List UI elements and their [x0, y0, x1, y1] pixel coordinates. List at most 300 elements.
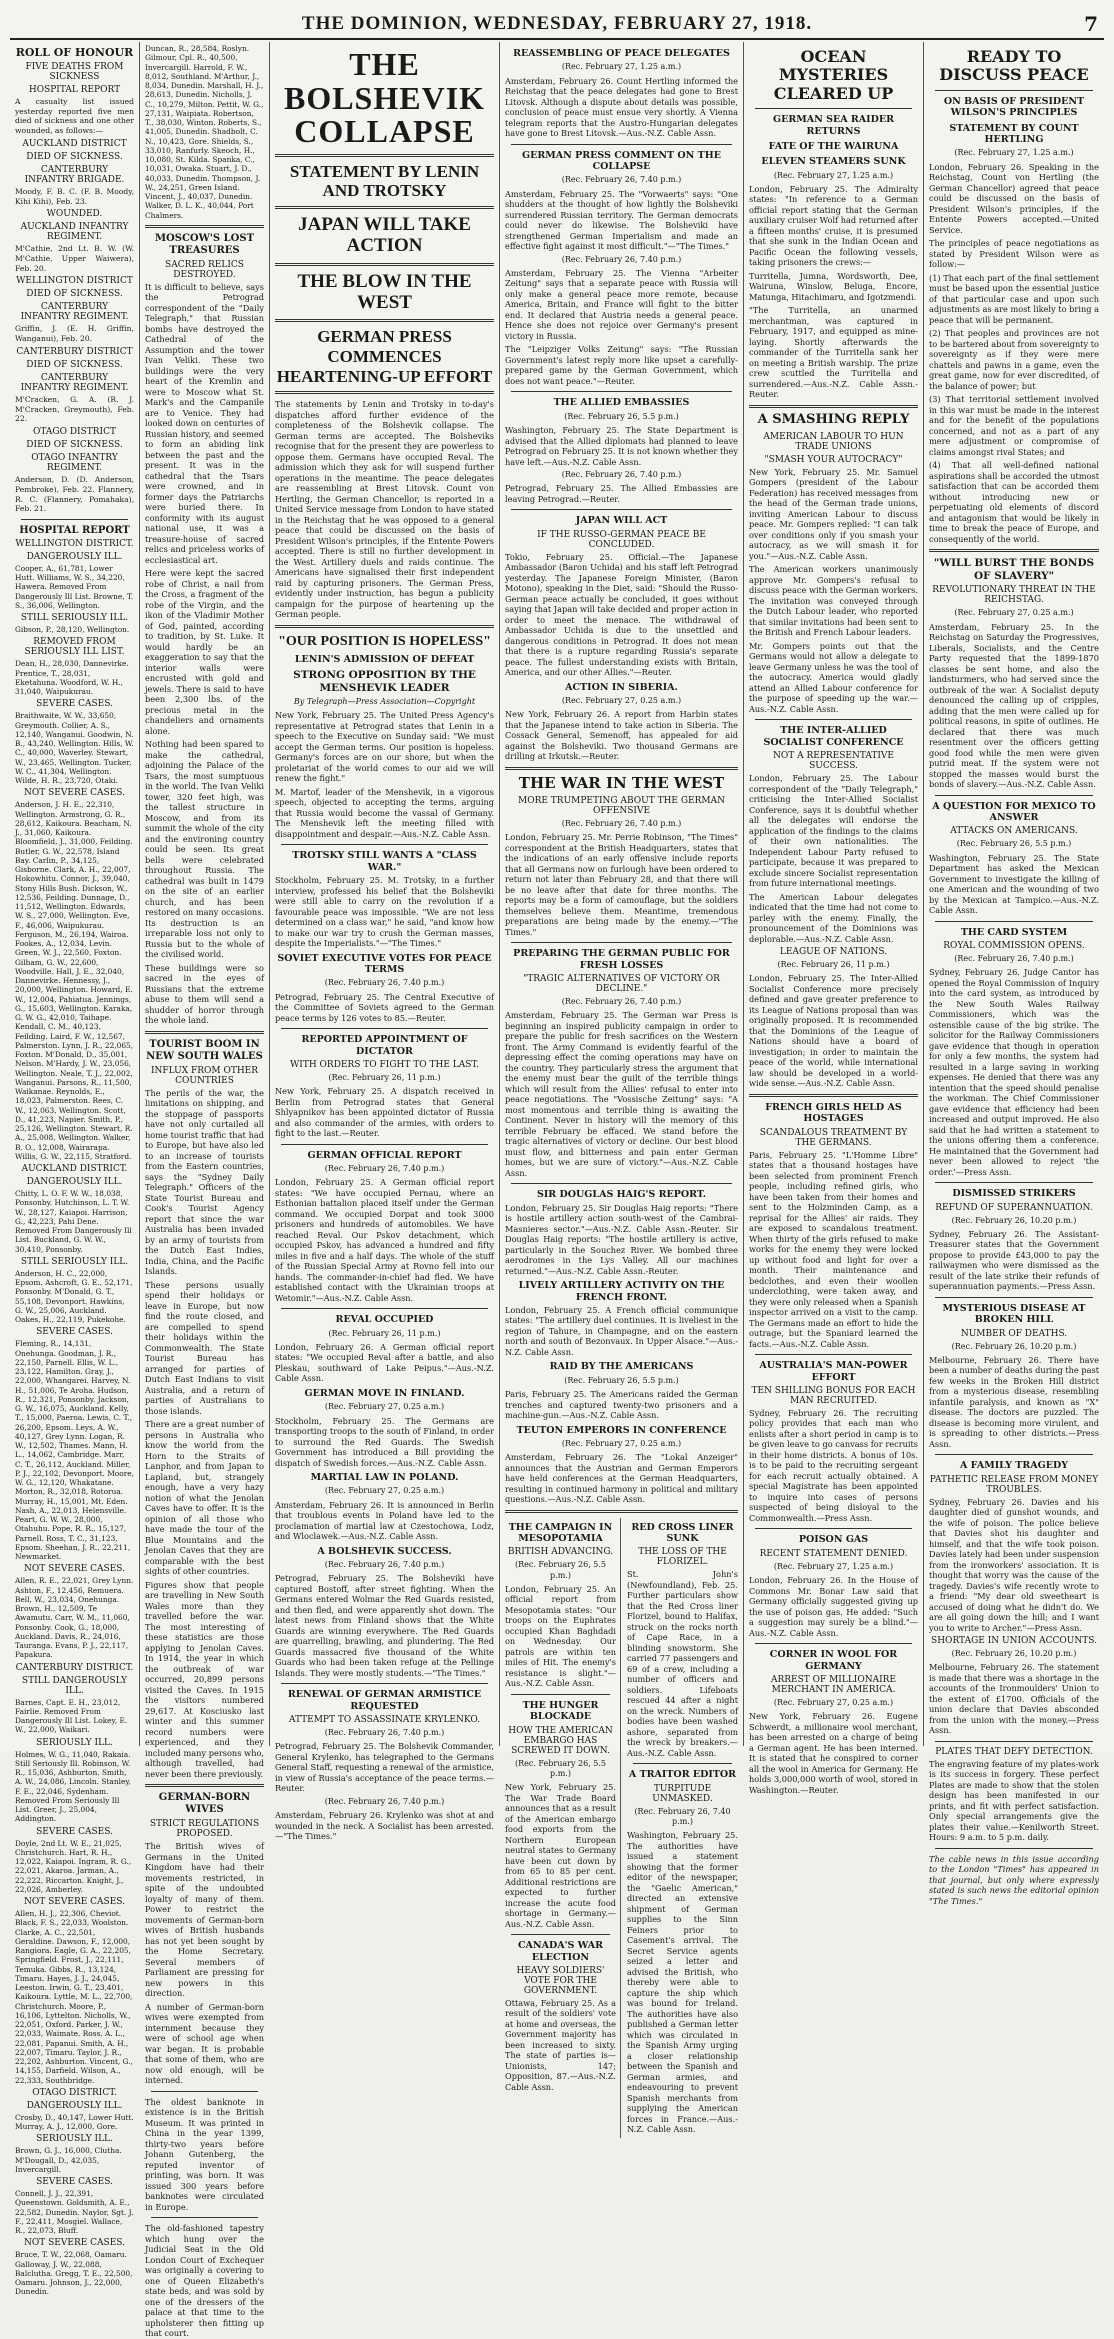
article-paragraph: New York, February 25. The War Trade Board announces that as a result of the American embargo food exports from the Northern European neutral states to Germany have been cut down by from 65 to 85 per cent. Additional restrictions are expected to further increase the acute food shortage in Germany.—Aus.-N.Z. Cable Assn. — [505, 1782, 616, 1929]
article-paragraph: London, February 25. The Inter-Allied Socialist Conference more precisely defined and gave greater preference to its League of Nations proposal than was originally proposed. It is recommended that the Dominions of the League of Nations should have a board of investigation; in order to maintain the peace of the world, while international law should be developed in a world-wide sense.—Aus.-N.Z. Cable Assn. — [749, 973, 918, 1089]
article-paragraph: Petrograd, February 25. The Bolshevik Commander, General Krylenko, has telegraphed to the Germans General Staff, requesting a renewal of the armistice, in view of Russia's acceptance of the peace terms.—Reuter. — [275, 1741, 494, 1794]
patient-list: Anderson, J. H. E., 22,310, Wellington. Armstrong, G. R., 28,612, Kaikoura. Beacham, N. J., 31,060, Kaikoura. Bloomfield, J., 31,000, Feilding. Butler, G. W., 22,578, Island Bay. Carlin, P., 34,125, Gisborne. Clark, A. H., 22,007, Hokowhitu. Connor, J., 39,040, Stony Hills Bush. Dickson, W., 12,536, Feilding. Dunnage, D., 11,512, Wellington. Edwards, W. S., 27,000, Wellington. Eve, F., 46,006, Waipukurau. Ferguson, M., 26,194, Wairoa. Fookes, A., 12,034, Levin. Green, W. J., 22,560, Foxton. Gilham, G. W., 22,600, Woodville. Hall, J. E., 32,040, Dannevirke. Hennessy, J., 20,000, Wellington. Howard, E. W., 12,004, Pahiatua. Jennings, G., 15,603, Wellington. Karaka, G. W. G., 42,010, Taihape. Kendall, C. M., 40,123, Feilding. Laird, F. W., 12,567, Palmerston. Lynn, J. R., 22,065, Foxton. M'Donald, D., 35,001, Nelson. M'Hardy, J. W., 23,056, Wellington. Neale, T. J., 22,002, Wanganui. Parsons, R., 11,500, Waikanae. Reynolds, E., 18,023, Palmerston. Rees, C. W., 12,063, Wellington. Scott, D., 41,223, Napier. Smith, P., 25,126, Wellington. Stewart, R. A., 25,008, Wellington. Walker, B. O., 12,008, Wairarapa. Willis, G. W., 22,115, Stratford. — [15, 800, 134, 1161]
divider — [281, 844, 488, 845]
article-paragraph: Sydney, February 26. Judge Cantor has opened the Royal Commission of Inquiry into the card system, as introduced by the New South Wales Railway Commissioners, which was the ostensible cause of the big strike. The solicitor for the Railway Commissioners gave evidence that though in operation for only a few months, the system had resulted in a large saving in working expenses. He denied that there was any intention that the speed should penalise the workman. The Chief Commissioner gave evidence that efficiency had been increased and output improved. He also said that he had written a statement to the unions offering them a conference. He maintained that the Government had never been allowed to reject 'the order.'—Press Assn. — [929, 967, 1099, 1177]
headline-german-press: GERMAN PRESS COMMENCES HEARTENING-UP EFFORT — [276, 327, 493, 386]
article-paragraph: London, February 25. An official report from Mesopotamia states: "Our troops on the Euphrates occupied Khan Baghdadi on Wednesday. Our patrols are within ten miles of Hit. The enemy's resistance is slight."—Aus.-N.Z. Cable Assn. — [505, 1583, 616, 1689]
roll-subtitle: FIVE DEATHS FROM SICKNESS — [25, 62, 124, 82]
divider — [275, 206, 494, 209]
article-subhead: TEN SHILLING BONUS FOR EACH MAN RECRUITED. — [751, 1385, 916, 1406]
received-line: (Rec. February 27, 0.25 a.m.) — [561, 696, 682, 706]
divider — [935, 1741, 1093, 1742]
article-subhead: STRONG OPPOSITION BY THE MENSHEVIK LEADER — [293, 668, 476, 694]
patient-list: Crosby, D., 40,147, Lower Hutt. Murray, A. J., 12,000, Gore. — [15, 2112, 134, 2132]
article-subhead: LENIN'S ADMISSION OF DEFEAT — [294, 653, 475, 665]
article-headline: GERMAN OFFICIAL REPORT — [307, 1149, 462, 1161]
article-paragraph: Amsterdam, February 26. It is announced in Berlin that troublous events in Poland have led to the proclamation of martial law at Czestochowa, Lodz, and Wloclawek.—Aus.-N.Z. Cable Assn. — [275, 1499, 494, 1542]
hospital-report-title: HOSPITAL REPORT — [19, 524, 130, 536]
headline-statement: STATEMENT BY LENIN AND TROTSKY — [289, 161, 480, 201]
article-headline: FRENCH GIRLS HELD AS HOSTAGES — [765, 1101, 902, 1125]
article-headline: RENEWAL OF GERMAN ARMISTICE REQUESTED — [287, 1689, 482, 1712]
article-subhead: SCANDALOUS TREATMENT BY THE GERMANS. — [759, 1127, 908, 1148]
received-line: (Rec. February 26, 7.40 p.m.) — [561, 997, 682, 1007]
article-subhead: STRICT REGULATIONS PROPOSED. — [149, 1819, 260, 1840]
received-line: (Rec. February 27, 1.25 a.m.) — [773, 1561, 894, 1571]
received-line: (Rec. February 26, 7.40 p.m.) — [324, 1560, 445, 1570]
divider — [935, 921, 1093, 922]
casualty-entry: Anderson, D. (D. Anderson, Pembroke), Feb. 22. Flannery, R. C. (Flannery, Pomahaka), Feb. 21. — [15, 475, 134, 514]
article-headline: A QUESTION FOR MEXICO TO ANSWER — [932, 800, 1096, 823]
received-line: (Rec. February 26, 11 p.m.) — [777, 960, 890, 970]
article-paragraph: (3) That territorial settlement involved in this war must be made in the interest and for the benefit of the populations concerned, and not as a part of any mere adjustment or compromise of claims amongst rival States; and — [929, 394, 1099, 457]
article-headline: A FAMILY TRAGEDY — [959, 1460, 1069, 1472]
article-headline: PREPARING THE GERMAN PUBLIC FOR FRESH LOSSES — [513, 948, 730, 971]
section-heading: DIED OF SICKNESS. — [26, 440, 123, 451]
article-headline: GERMAN PRESS COMMENT ON THE COLLAPSE — [522, 149, 721, 173]
regiment-heading: CANTERBURY INFANTRY REGIMENT. — [20, 302, 129, 323]
section-heading: DIED OF SICKNESS. — [26, 359, 123, 370]
received-line: (Rec. February 26, 5.5 p.m.) — [956, 839, 1072, 849]
article-paragraph: Mr. Gompers points out that the Germans would not allow a delegate to leave Germany unless he was the tool of the autocracy. America would gladly attend an Allied Labour conference for the purpose of speeding up the war.—Aus.-N.Z. Cable Assn. — [749, 640, 918, 714]
article-headline: "WILL BURST THE BONDS OF SLAVERY" — [933, 557, 1095, 582]
divider — [511, 1934, 610, 1935]
article-paragraph: Washington, February 25. The authorities have issued a statement showing that the former editor of the newspaper, the "Gaelic American," directed an extensive shipment of German supplies to the Sinn Feiners prior to Casement's arrival. The Secret Service agents seized a letter and advised the British, who thereby were able to capture the ship which was bound for Ireland. The authorities have also published a German letter which was circulated in the Spanish Army urging a closer relationship between the Spanish and German armies, and endeavouring to prevent Spanish merchants from supplying the American forces in France.—Aus.-N.Z. Cable Assn. — [627, 1830, 738, 2135]
main-headline: THE BOLSHEVIK COLLAPSE — [283, 46, 486, 150]
article-paragraph: Amsterdam, February 25. In the Reichstag on Saturday the Progressives, Liberals, Socialists, and the Centre Party requested that the 1899-1870 classes be sent home, and also the landsturmers, who had served since the outbreak of the war. A Socialist deputy denounced the calling up of cripples, adding that the men were called up for political reasons, in spite of outlines. He declared that there was much resentment over the officers getting good food while the men were given putrid meat. If the system were not stopped the masses would burst the bonds of slavery.—Aus.-N.Z. Cable Assn. — [929, 621, 1099, 789]
article-paragraph: The British wives of Germans in the United Kingdom have had their movements restricted, in spite of the undoubted loyalty of many of them. Power to restrict the movements of German-born wives of British husbands has not yet been sought by the Home Secretary. Several members of Parliament are pressing for new powers in this direction. — [145, 1841, 264, 1999]
roll-intro: A casualty list issued yesterday reported five men died of sickness and one other wounded, as follows:— — [15, 97, 134, 136]
page-number: 7 — [1084, 12, 1098, 36]
patient-list: Cooper, A., 61,781, Lower Hutt. Williams, W. S., 34,220, Hawera. Removed From Dangerously Ill List. Browne, T. S., 36,006, Wellington. — [15, 563, 134, 610]
article-paragraph: It is difficult to believe, says the Petrograd correspondent of the "Daily Telegraph," that Russian bombs have destroyed the Cathedral of the Assumption and the tower Ivan Veliki. These two buildings were the very heart of the Kremlin and were to Moscow what St. Mark's and the Campanile are to Venice. They had looked down on centuries of Russian history, and seemed to form an abiding link between the past and the present. It was in the cathedral that the Tsars were crowned, and in former days the Patriarchs were buried there. In conformity with its august national use, it was a treasure-house of sacred relics and priceless works of ecclesiastical art. — [145, 281, 264, 565]
divider — [145, 1784, 264, 1787]
article-headline: ACTION IN SIBERIA. — [565, 681, 678, 693]
article-headline: READY TO DISCUSS PEACE — [939, 47, 1089, 85]
divider — [755, 1528, 912, 1529]
article-paragraph: (1) That each part of the final settlement must be based upon the essential justice of that particular case and upon such adjustments as are most likely to bring a peace that will be permanent. — [929, 272, 1099, 325]
patient-list: Braithwaite, W. W., 33,650, Greymouth. Collier, A. S., 12,140, Wanganui. Goodwin, N. B., 43,240, Wellington. Hills, W. C., 40,000, Waverley. Stewart, W., 23,465, Wellington. Tucker, W. C., 41,304, Wellington. Wilde, H. R., 23,720, Otaki. — [15, 711, 134, 786]
divider — [275, 625, 494, 628]
divider — [935, 90, 1093, 91]
received-line: (Rec. February 26, 7.40 p.m.) — [324, 1164, 445, 1174]
article-headline: TEUTON EMPERORS IN CONFERENCE — [516, 1424, 727, 1436]
article-paragraph: New York, February 26. Eugene Schwerdt, a millionaire wool merchant, has been arrested on a charge of being a German agent. He has been interned. It is stated that he conspired to corner all the wool in America for Germany. He holds 3,000,000 worth of wool, stored in Washington.—Reuter. — [749, 1711, 918, 1795]
article-paragraph: New York, February 26. A report from Harbin states that the Japanese intend to take action in Siberia. The Cossack General, Semenoff, has appealed for aid against the Bolsheviki. Two thousand Germans are drilling at Irkutsk.—Reuter. — [505, 709, 738, 762]
article-subhead: ON BASIS OF PRESIDENT WILSON'S PRINCIPLES — [943, 95, 1085, 119]
article-paragraph: Sydney, February 26. Davies and his daughter died of gunshot wounds, and the wife of poison. The police believe that Davies shot his daughter and himself, and that the wife took poison. Davies lately had been under suspension from the ironworkers' association. It is thought that worry was the cause of the tragedy. Davies's wife recently wrote to a friend: "My dear old sweetheart is accused of doing what he didn't do. We are all going down the hill; and I want you to write to Archer."—Press Assn. — [929, 1496, 1099, 1633]
received-line: (Rec. February 26, 5.5 p.m.) — [564, 1375, 679, 1385]
article-headline: A SMASHING REPLY — [757, 411, 910, 427]
received-line: (Rec. February 27, 0.25 a.m.) — [324, 1486, 445, 1496]
article-subhead: "SMASH YOUR AUTOCRACY" — [764, 454, 903, 465]
masthead — [10, 10, 1104, 40]
status-heading: STILL SERIOUSLY ILL. — [20, 613, 129, 624]
divider — [511, 391, 732, 392]
article-paragraph: The perils of the war, the limitations on shipping, and the stoppage of passports have not only curtailed all home tourist traffic that had to Europe, but have also led to an increase of tourists from the Eastern countries, says the "Sydney Daily Telegraph." Officers of the State Tourist Bureau and Cook's Tourist Agency report that since the war Australia has been invaded by an army of tourists from the Dutch East Indies, India, China, and the Pacific Islands. — [145, 1087, 264, 1277]
patient-list: Holmes, W. G., 11,040, Rakaia. Still Seriously Ill. Robinson, W. R., 15,036, Ashburton. Smith, A. W., 24,086, Lincoln. Stanley, F. E., 22,046, Sydenham. Removed From Seriously Ill List. Greer, J., 25,004, Addington. — [15, 1749, 131, 1824]
received-line: (Rec. February 26, 7.40 p.m.) — [954, 953, 1074, 963]
article-subhead: ARREST OF MILLIONAIRE MERCHANT IN AMERICA. — [770, 1674, 897, 1695]
article-paragraph: Stockholm, February 25. The Germans are transporting troops to the south of Finland, in order to surround the Red Guards. The Swedish Government has introduced a Bill providing the dispatch of Swedish forces.—Aus.-N.Z. Cable Assn. — [275, 1415, 494, 1468]
article-paragraph: London, February 25. The Labour correspondent of the "Daily Telegraph," criticising the Inter-Allied Socialist Conference, says it is doubtful whether all the delegates will endorse the application of the findings to the claims of their own nationalities. The Independent Labour Party refused to participate, because it was prepared to exclude sincere Socialist representation from future international meetings. — [749, 773, 918, 889]
split-columns — [505, 1518, 738, 2138]
article-subhead: NOT A REPRESENTATIVE SUCCESS. — [773, 751, 894, 772]
article-headline: TOURIST BOOM IN NEW SOUTH WALES — [146, 1038, 263, 1062]
status-heading: NOT SEVERE CASES. — [24, 2238, 125, 2249]
article-paragraph: London, February 26. In the House of Commons Mr. Bonar Law said that Germany officially suggested giving up the use of poison gas. He added: "Such a suggestion may surely be a blind."—Aus.-N.Z. Cable Assn. — [749, 1575, 918, 1638]
column-moscow-tourist — [140, 42, 270, 2339]
received-line: (Rec. February 26, 10.20 p.m.) — [951, 1341, 1077, 1351]
patient-list: Barnes, Capt. E. H., 23,012, Fairlie. Removed From Dangerously Ill List. Lokey, E. W., 22,000, Waikari. — [15, 1697, 128, 1735]
article-headline: POISON GAS — [798, 1534, 869, 1546]
divider — [935, 1848, 1093, 1849]
article-subhead: WITH ORDERS TO FIGHT TO THE LAST. — [290, 1059, 479, 1070]
article-paragraph: Stockholm, February 25. M. Trotsky, in a further interview, professed his belief that the Bolsheviki were still able to carry on the revolution if a favourable peace was impossible. "We are not less determined on a class war," he said, "and know how to make our war try to crush the German masses, despite the Imperialists."—"The Times." — [275, 875, 494, 949]
subcolumn-left — [505, 1518, 621, 2138]
article-headline: GERMAN-BORN WIVES — [158, 1792, 251, 1816]
article-subhead: LEAGUE OF NATIONS. — [779, 947, 888, 958]
article-headline: DISMISSED STRIKERS — [952, 1188, 1076, 1200]
regiment-heading: CANTERBURY INFANTRY REGIMENT. — [20, 372, 129, 393]
article-headline: TROTSKY STILL WANTS A "CLASS WAR." — [292, 850, 477, 873]
article-headline: CORNER IN WOOL FOR GERMANY — [769, 1649, 898, 1672]
divider — [511, 1183, 732, 1184]
district-heading: OTAGO DISTRICT. — [32, 2087, 117, 2098]
received-line: (Rec. February 27, 1.25 a.m.) — [954, 148, 1074, 158]
article-subhead: FATE OF THE WAIRUNA — [768, 140, 899, 152]
patient-list: Chitty, L. O. F. W. W., 18,038, Ponsonby. Hutchinson, L. T. W. W., 28,127, Kaiapoi. Harrison, G., 42,223, Pahi Dene. Removed From Dangerously Ill List. Buckland, G. W. W., 30,410, Ponsonby. — [15, 1189, 132, 1254]
article-subhead: HEAVY SOLDIERS' VOTE FOR THE GOVERNMENT. — [516, 1965, 605, 1996]
article-paragraph: Melbourne, February 26. The statement is made that there was a shortage in the accounts of the Ironmoulders' Union to the extent of £1700. Officials of the union declare that Davies absconded from the union with the money.—Press Assn. — [929, 1662, 1099, 1736]
received-line: (Rec. February 26, 5.5 p.m.) — [514, 1560, 607, 1580]
regiment-heading: AUCKLAND INFANTRY REGIMENT. — [20, 222, 129, 243]
divider — [749, 1094, 918, 1097]
divider — [275, 154, 494, 157]
article-subhead: INFLUX FROM OTHER COUNTRIES — [150, 1065, 259, 1086]
article-subhead: SACRED RELICS DESTROYED. — [165, 259, 244, 280]
article-subhead: STATEMENT BY COUNT HERTLING — [949, 122, 1079, 145]
article-headline: CANADA'S WAR ELECTION — [518, 1940, 603, 1963]
article-paragraph: These persons usually spend their holidays or leave in Europe, but now find the route closed, and are compelled to spend their holidays within the Commonwealth. The State Tourist Bureau has arranged for parties of Dutch East Indians to visit Australia, and a return of parties of Australians to those islands. — [145, 1279, 264, 1416]
section-heading: DIED OF SICKNESS. — [26, 289, 123, 300]
article-subhead: ATTEMPT TO ASSASSINATE KRYLENKO. — [288, 1715, 481, 1726]
column-world-news — [500, 42, 744, 2135]
divider — [755, 1354, 912, 1355]
article-headline: THE WAR IN THE WEST — [518, 773, 725, 792]
article-subhead: GERMAN SEA RAIDER RETURNS — [773, 114, 894, 137]
article-paragraph: London, February 26. Speaking in the Reichstag, Count von Hertling (the German Chancellor) agreed that peace could be discussed on the basis of President Wilson's principles, if the Entente Powers accepted.—United Service. — [929, 161, 1099, 235]
divider — [511, 144, 732, 145]
byline: By Telegraph—Press Association—Copyright — [293, 697, 476, 707]
received-line: (Rec. February 26, 11 p.m.) — [328, 1072, 441, 1082]
received-line: (Rec. February 27, 1.25 a.m.) — [773, 170, 894, 180]
article-paragraph: These buildings were so sacred in the eyes of Russians that the extreme abuse to them will send a shudder of horror through the whole land. — [145, 962, 264, 1026]
divider — [21, 519, 128, 520]
divider — [935, 795, 1093, 796]
patient-list: Fleming, R., 14,131, Onehunga. Goodman, J. R., 22,150, Parnell. Ellis, W. L., 23,122, Hamilton. Gray, J., 22,000, Whangarei. Harvey, N. H., 51,006, Te Aroha. Hudson, R., 12,321, Ponsonby. Jackson, G. W., 16,075, Auckland. Kelly, T., 15,000, Paeroa. Lewis, C. T., 26,200, Epsom. Leys, A. W., 40,127, Grey Lynn. Logan, R. W., 12,502, Thames. Mann, H. L., 14,062, Cambridge. Marr, C. T., 26,112, Auckland. Miller, P. J., 22,102, Devonport. Moore, W. G., 12,120, Whakatane. Morton, R., 32,018, Rotorua. Murray, H., 15,001, Mt. Eden. Nash, A., 22,013, Helensville. Peart, G. W. W., 28,000, Otahuhu. Pope, R. R., 15,127, Parnell. Ross, T. C., 31,123, Epsom. Sheehan, J. R., 22,211, Newmarket. — [15, 1339, 134, 1562]
status-heading: NOT SEVERE CASES. — [24, 1897, 125, 1908]
divider — [935, 1454, 1093, 1455]
article-headline: JAPAN WILL ACT — [575, 515, 668, 527]
divider — [281, 1144, 488, 1145]
divider — [275, 263, 494, 266]
article-paragraph: Figures show that people are travelling in New South Wales more than they travelled before the war. The most interesting of these statistics are those applying to Jenolan Caves. In 1914, the year in which the outbreak of war occurred, 20,899 persons visited the Caves. In 1915 the visitors numbered 29,617. At Kosciusko last winter and this summer record numbers were experienced, and they included many persons who, although travelled, had never been there previously. — [145, 1579, 264, 1779]
district-heading: OTAGO DISTRICT — [33, 427, 116, 438]
divider — [511, 1694, 610, 1695]
column-roll-of-honour — [10, 42, 140, 2297]
divider — [929, 549, 1099, 552]
article-paragraph: Melbourne, February 26. There have been a number of deaths during the past few weeks in the Broken Hill district from a mysterious disease, resembling infantile paralysis, and known as "X" disease. The doctors are puzzled. The disease is becoming more virulent, and is spreading to other districts.—Press Assn. — [929, 1354, 1099, 1449]
article-paragraph: Amsterdam, February 26. The "Lokal Anzeiger" announces that the Austrian and German Emperors have held conferences at the German Headquarters, resulting in continued harmony in political and military questions.—Aus.-N.Z. Cable Assn. — [505, 1452, 738, 1505]
article-paragraph: The American workers unanimously approve Mr. Gompers's refusal to discuss peace with the German workers. The invitation was conveyed through the Dutch Labour leader, who reported that similar invitations had been sent to the British and French Labour leaders. — [749, 564, 918, 638]
divider — [505, 1510, 738, 1513]
article-subhead: ATTACKS ON AMERICANS. — [950, 826, 1078, 837]
article-paragraph: "The Turritella, an unarmed merchantman, was captured in February, 1917, and equipped as mine-laying. Shortly afterwards the commander of the Turritella sank her on meeting a British warship. The prize crew scuttled the Turritella and surrendered.—Aus.-N.Z. Cable Assn.-Reuter. — [749, 305, 918, 400]
article-paragraph: The oldest banknote in existence is in the British Museum. It was printed in China in the year 1399, thirty-two years before Johann Gutenberg, the reputed inventor of printing, was born. It was issued 300 years before banknotes were circulated in Europe. — [145, 2096, 264, 2212]
patient-list: Allen, H. J., 22,306, Cheviot. Black, F. S., 22,033, Woolston. Clarke, A. C., 22,501, Geraldine. Dawson, F., 12,000, Rangiora. Eagle, G. A., 22,205, Springfield. Frost, J., 22,111, Temuka. Gibbs, R., 13,124, Timaru. Hayes, J. J., 24,045, Leeston. Irwin, G. T., 23,401, Kaikoura. Lyttle, M. L., 22,700, Christchurch. Moore, P., 16,106, Lyttelton. Nicholls, W., 22,051, Oxford. Parker, J. W., 22,033, Waimate. Ross, A. L., 22,081, Papanui. Smith, A. H., 22,007, Timaru. Taylor, J. R., 22,202, Ashburton. Vincent, G., 14,155, Darfield. Wilson, A., 22,333, Southbridge. — [15, 1909, 133, 2085]
editorial-note: The cable news in this issue according to the London "Times" has appeared in that journal, but only where expressly stated is such news the editorial opinion "The Times." — [929, 1853, 1099, 1906]
casualty-entry: Griffin, J. (E. H. Griffin, Wanganui), Feb. 20. — [15, 324, 134, 344]
article-paragraph: London, February 25. Sir Douglas Haig reports: "There is hostile artillery action south-west of the Cambrai-Masnieres sector."—Aus.-N.Z. Cable Assn.-Reuter. Sir Douglas Haig reports: "The hostile artillery is active, particularly in the Souchez River. We bombed three aerodromes in the Lys Valley. All our machines returned."—Aus.-N.Z. Cable Assn.-Reuter. — [505, 1202, 738, 1276]
article-paragraph: The old-fashioned tapestry which hung over the Judicial Seat in the Old London Court of Exchequer was originally a covering to one of Queen Elizabeth's state beds, and was sold by one of the dressers of the palace at that time to the upholsterer then fitting up that court. — [145, 2223, 264, 2339]
article-paragraph: Sydney, February 26. The Assistant-Treasurer states that the Government propose to provide £43,000 to pay the railwaymen who were dismissed as the result of the late strike their refunds of superannuation payments.—Press Assn. — [929, 1228, 1099, 1292]
article-paragraph: The principles of peace negotiations as stated by President Wilson were as follow:— — [929, 238, 1099, 270]
divider — [935, 1182, 1093, 1183]
article-headline: SOVIET EXECUTIVE VOTES FOR PEACE TERMS — [277, 952, 492, 976]
patient-list: Connell, J. J., 22,391, Queenstown. Goldsmith, A. E., 22,582, Dunedin. Naylor, Sgt. J. F., 22,411, Mosgiel. Wallace, R., 22,073, Bluff. — [15, 2189, 134, 2236]
article-paragraph: Here were kept the sacred robe of Christ, a nail from the Cross, a fragment of the robe of the Virgin, and the ikon of the Vladimir Mother of God, painted, according to tradition, by St. Luke. It would hardly be an exaggeration to say that the interior walls were encrusted with gold and jewels. There is said to have been 2,300 lbs. of the precious metal in the chandeliers and ornaments alone. — [145, 568, 264, 736]
status-heading: SEVERE CASES. — [36, 2177, 113, 2188]
roll-title: ROLL OF HONOUR — [15, 46, 134, 59]
casualty-entry: M'Cathie, 2nd Lt. B. W. (W. M'Cathie, Upper Waiwera), Feb. 20. — [15, 244, 134, 273]
divider — [145, 1031, 264, 1034]
received-line: (Rec. February 27, 1.25 a.m.) — [561, 62, 682, 72]
district-heading: AUCKLAND DISTRICT. — [21, 1164, 128, 1175]
subcolumn-right — [627, 1518, 738, 2138]
status-heading: SERIOUSLY ILL. — [36, 1737, 113, 1748]
article-paragraph: Washington, February 25. The State Department has asked the Mexican Government to investigate the killing of one American and the wounding of two by the Mexican at Tampico.—Aus.-N.Z. Cable Assn. — [929, 852, 1099, 916]
divider — [151, 2091, 258, 2092]
divider — [151, 2217, 258, 2218]
received-line: (Rec. February 26, 10.20 p.m.) — [951, 1649, 1077, 1659]
article-subhead: THE LOSS OF THE FLORIZEL. — [638, 1547, 727, 1568]
divider — [275, 319, 494, 322]
article-paragraph: A number of German-born wives were exempted from internment because they were of school age when war began. It is probable that some of them, who are now old enough, will be interned. — [145, 2001, 264, 2086]
article-subhead: HOW THE AMERICAN EMBARGO HAS SCREWED IT DOWN. — [508, 1725, 613, 1756]
article-paragraph: (2) That peoples and provinces are not to be bartered about from sovereignty to sovereignty as if they were mere chattels and pawns in a game, even the great game, now for ever discredited, of the balance of power; but — [929, 328, 1099, 391]
headline-japan: JAPAN WILL TAKE ACTION — [298, 213, 471, 256]
column-ready-to-discuss-peace — [924, 42, 1104, 1906]
divider — [511, 942, 732, 943]
article-headline: MARTIAL LAW IN POLAND. — [310, 1472, 459, 1484]
article-headline: LIVELY ARTILLERY ACTIVITY ON THE FRENCH FRONT. — [518, 1280, 725, 1303]
status-heading: DANGEROUSLY ILL. — [26, 2100, 123, 2111]
article-paragraph: The American Labour delegates indicated that the time had not come to parley with the enemy. Finally, the pronouncement of the Dominions was deplorable.—Aus.-N.Z. Cable Assn. — [749, 891, 918, 944]
article-paragraph: Paris, February 25. The Americans raided the German trenches and captured twenty-two prisoners and a machine-gun.—Aus.-N.Z. Cable Assn. — [505, 1389, 738, 1421]
status-heading: STILL DANGEROUSLY ILL. — [21, 1675, 128, 1696]
article-subhead: SHORTAGE IN UNION ACCOUNTS. — [931, 1636, 1097, 1647]
article-subhead: RECENT STATEMENT DENIED. — [759, 1548, 908, 1559]
article-subhead: REFUND OF SUPERANNUATION. — [935, 1202, 1093, 1213]
divider — [145, 225, 264, 228]
district-heading: AUCKLAND DISTRICT — [22, 138, 127, 149]
article-paragraph: Amsterdam, February 26. Krylenko was shot at and wounded in the neck. A Socialist has been arrested.—"The Times." — [275, 1810, 494, 1842]
article-paragraph: Sydney, February 26. The recruiting policy provides that each man who enlists after a short period in camp is to be given leave to go canvass for recruits in their home districts. A bonus of 10s. is to be paid to the recruiting sergeant for each recruit actually obtained. A special Magistrate has been appointed to inquire into cases of persons suspected of being disloyal to the Commonwealth.—Press Assn. — [749, 1407, 918, 1523]
column-bolshevik-collapse — [270, 42, 500, 1842]
article-paragraph: Amsterdam, February 26. Count Hertling informed the Reichstag that the peace delegates had gone to Brest Litovsk. Although a dispute about details was possible, conclusion of peace must ensue very shortly. A Vienna telegram reports that the Austro-Hungarian delegates have gone to Brest Litovsk.—Aus.-N.Z. Cable Assn. — [505, 75, 738, 139]
article-paragraph: Amsterdam, February 25. The Vienna "Arbeiter Zeitung" says that a separate peace with Russia will only make a general peace more remote, because America, Britain, and France will fight to the bitter end. It declared that Austria needs a general peace. Hence she does not rejoice over Germany's present victory in Russia. — [505, 267, 738, 341]
section-heading: WOUNDED. — [46, 209, 103, 220]
article-paragraph: London, February 25. Mr. Perrie Robinson, "The Times" correspondent at the British Headquarters, states that the indications of an early offensive include reports that all Germans now on furlough have been ordered to return not later than February 28, and that there will be no leave after that date for three months. The reports may be a form of camouflage, but the soldiers themselves believe them. Meantime, tremendous preparations are being made by the enemy.—"The Times." — [505, 832, 738, 937]
roll-hospital-heading: HOSPITAL REPORT — [28, 85, 121, 95]
article-subhead: PLATES THAT DEFY DETECTION. — [935, 1746, 1093, 1757]
received-line: (Rec. February 26, 7.40 p.m.) — [561, 470, 682, 479]
article-subhead: NUMBER OF DEATHS. — [960, 1328, 1068, 1339]
article-subhead: AMERICAN LABOUR TO HUN TRADE UNIONS — [763, 431, 904, 452]
received-line: (Rec. February 26, 7.40 p.m.) — [561, 175, 682, 185]
article-subhead: "TRAGIC ALTERNATIVES OF VICTORY OR DECLINE." — [523, 974, 720, 995]
article-subhead: TURPITUDE UNMASKED. — [652, 1783, 713, 1804]
article-headline: RED CROSS LINER SUNK — [631, 1521, 734, 1545]
article-paragraph: Paris, February 25. "L'Homme Libre" states that a thousand hostages have been selected from prominent French people, including refined girls, who have been taken from their homes and sent to the Holzminden Camp, as a reprisal for the Allies' air raids. They are exposed to scandalous treatment. When thirty of the girls refused to make works for the enemy they were locked up without food and light for over a month. Their maintenance and bedclothes, and even their woollen underclothing, were taken away, and they were only released when a Spanish inspector arrived on a visit to the camp. The Germans made an effort to hide the outrage, but the Spaniard learned the facts.—Aus.-N.Z. Cable Assn. — [749, 1149, 918, 1349]
article-headline: RAID BY THE AMERICANS — [549, 1361, 694, 1373]
patient-list: Anderson, H. C., 22,000, Epsom. Ashcroft, G. E., 52,171, Ponsonby. M'Donald, G. T., 55,108, Devonport. Hawkins, G. W., 25,006, Auckland. Oakes, H., 22,119, Pukekohe. — [15, 1268, 133, 1325]
status-heading: NOT SEVERE CASES. — [24, 1564, 125, 1575]
received-line: (Rec. February 27, 0.25 a.m.) — [954, 608, 1074, 618]
patient-list: Dean, H., 28,030, Dannevirke. Prentice, T., 28,031, Eketahuna. Woodford, W. H., 31,040, Waipukurau. — [15, 659, 129, 697]
received-line: (Rec. February 26, 7.40 p.m.) — [634, 1806, 731, 1827]
divider — [505, 767, 738, 770]
article-subhead: REVOLUTIONARY THREAT IN THE REICHSTAG. — [932, 585, 1096, 606]
article-headline: THE CAMPAIGN IN MESOPOTAMIA — [508, 1521, 613, 1545]
article-paragraph: London, February 25. A German official report states: "We have occupied Pernau, where an Esthonian battalion placed itself under the German command. We occupied Dorpat and took 3000 prisoners and hundreds of automobiles. We have reached Reval. Our Pskov detachment, which occupied Pskov, has advanced a hundred and fifty miles in five and a half days. The whole of the stuff of the Russian Special Army at Rovno fell into our hands. The commander-in-chief had fled. We have established contact with the Ukrainian troops at Wetomir."—Aus.-N.Z. Cable Assn. — [275, 1177, 494, 1303]
article-paragraph: Petrograd, February 25. The Central Executive of the Committee of Soviets agreed to the German peace terms by 126 votes to 85.—Reuter. — [275, 991, 494, 1023]
columns — [10, 42, 1104, 2339]
district-heading: CANTERBURY DISTRICT. — [15, 1662, 134, 1673]
article-headline: THE CARD SYSTEM — [960, 926, 1068, 938]
article-headline: REASSEMBLING OF PEACE DELEGATES — [513, 48, 730, 59]
article-headline: MOSCOW'S LOST TREASURES — [154, 232, 255, 256]
article-paragraph: M. Martof, leader of the Menshevik, in a vigorous speech, objected to accepting the terms, arguing that Russia would become the vassal of Germany. The Menshevik left the meeting filled with disappointment and despair.—Aus.-N.Z. Cable Assn. — [275, 786, 494, 839]
article-paragraph: There are a great number of persons in Australia who know the world from the Horn to the Straits of Lanphor, and from Japan to Lapland, but, strangely enough, have a very hazy notion of what the Jenolan Caves have to offer. It is the opinion of all those who have made the tour of the Blue Mountains and the Jenolan Caves that they are comparable with the best sights of other countries. — [145, 1419, 264, 1577]
masthead-title: THE DOMINION, WEDNESDAY, FEBRUARY 27, 1918. — [301, 13, 813, 34]
patient-list: Bruce, T. W., 22,068, Oamaru. Galloway, J. W., 22,088, Balclutha. Gregg, T. E., 22,500, Oamaru. Johnson, J., 22,000, Dunedin. — [15, 2250, 133, 2297]
article-paragraph: Tokio, February 25. Official.—The Japanese Ambassador (Baron Uchida) and his staff left Petrograd yesterday. The Japanese Foreign Minister, (Baron Motono), speaking in the Diet, said: "Should the Russo-German peace actually be concluded, it goes without saying that Japan will take decided and proper action in order to meet the menace. The withdrawal of Ambassador Uchida is due to the unsettled and dangerous conditions in Petrograd. It does not mean that there is a rupture regarding Russia's separate peace. The fullest understanding exists with Britain, America, and our other Allies."—Reuter. — [505, 551, 738, 678]
divider — [755, 108, 912, 109]
article-headline: THE HUNGER BLOCKADE — [522, 1699, 599, 1723]
article-headline: REPORTED APPOINTMENT OF DICTATOR — [301, 1034, 468, 1057]
headline-west: THE BLOW IN THE WEST — [297, 270, 472, 313]
divider — [755, 719, 912, 720]
article-headline: REVAL OCCUPIED — [335, 1314, 434, 1326]
status-heading: SEVERE CASES. — [36, 1826, 113, 1837]
article-headline: A TRAITOR EDITOR — [628, 1769, 737, 1781]
article-paragraph: Amsterdam, February 25. The German war Press is beginning an inspired publicity campaign in order to prepare the public for fresh sacrifices on the Western front. The Army Command is evidently fearful of the depressing effect the coming operations may have on the country. They particularly stress the argument that the enemy must bear the guilt of the terrible things which will result from the Allies' refusal to enter into peace negotiations. The "Vossische Zeitung" says: "A most momentous and terrible thing is awaiting the Continent. Never in history will the memory of this terrible February be effaced. We stand before the tragic alternatives of victory or decline. Our best blood must flow, and bitterness and pain enter German homes, but we are sure of victory."—Aus.-N.Z. Cable Assn. — [505, 1010, 738, 1178]
status-heading: DANGEROUSLY ILL. — [26, 1177, 123, 1188]
received-line: (Rec. February 27, 0.25 a.m.) — [773, 1697, 894, 1707]
divider — [633, 1763, 732, 1764]
article-paragraph: Petrograd, February 25. The Allied Embassies are leaving Petrograd.—Reuter. — [505, 483, 738, 504]
article-subhead: MORE TRUMPETING ABOUT THE GERMAN OFFENSIVE — [517, 796, 725, 816]
article-headline: MYSTERIOUS DISEASE AT BROKEN HILL — [942, 1302, 1086, 1326]
article-subhead: PATHETIC RELEASE FROM MONEY TROUBLES. — [929, 1474, 1099, 1495]
article-paragraph: Washington, February 25. The State Department is advised that the Allied diplomats had planned to leave Petrograd on February 25. It is not known whether they have left.—Aus.-N.Z. Cable Assn. — [505, 425, 738, 467]
status-heading: NOT SEVERE CASES. — [24, 788, 125, 799]
article-headline: GERMAN MOVE IN FINLAND. — [304, 1387, 465, 1399]
patient-list: Brown, G. J., 16,000, Clutha. M'Dougall, D., 42,035, Invercargill. — [15, 2146, 122, 2174]
article-headline: OCEAN MYSTERIES CLEARED UP — [773, 47, 894, 103]
article-paragraph: New York, February 25. Mr. Samuel Gompers (president of the Labour Federation) has received messages from the head of the German trade unions, inviting American Labour to discuss peace. Mr. Gompers replied: "I can talk over conditions only if you smash your autocracy, as we will smash it for you."—Aus.-N.Z. Cable Assn. — [749, 466, 918, 561]
divider — [755, 1643, 912, 1644]
article-paragraph: The engraving feature of my plates-work is its success in forgery. These perfect Plates are made to show that the stolen design has been manifested in our prints, and fit with perfect satisfaction. Only special arrangements give the plates their value.—Kenilworth Street. Hours: 9 a.m. to 5 p.m. daily. — [929, 1758, 1099, 1843]
article-subhead: IF THE RUSSO-GERMAN PEACE BE CONCLUDED. — [537, 529, 706, 550]
article-paragraph: Turritella, Jumna, Wordsworth, Dee, Wairuna, Winslow, Beluga, Encore, Matunga, Hitachimaru, and Igotzmendi. — [749, 270, 918, 302]
article-headline: SIR DOUGLAS HAIG'S REPORT. — [536, 1189, 707, 1201]
status-heading: REMOVED FROM SERIOUSLY ILL LIST. — [24, 637, 125, 658]
article-subhead: ELEVEN STEAMERS SUNK — [761, 156, 906, 168]
casualty-entry: M'Cracken, G. A. (R. J. M'Cracken, Greymouth), Feb. 22. — [15, 394, 134, 424]
article-headline: A BOLSHEVIK SUCCESS. — [317, 1545, 452, 1557]
district-heading: WELLINGTON DISTRICT — [16, 276, 133, 287]
article-paragraph: The "Leipziger Volks Zeitung" says: "The Russian Government's latest reply more like upset a carefully-prepared game by the German Government, which does not want peace."—Reuter. — [505, 344, 738, 386]
divider — [281, 1683, 488, 1684]
article-headline: THE ALLIED EMBASSIES — [553, 397, 690, 409]
status-heading: SERIOUSLY ILL. — [36, 2134, 113, 2145]
divider — [511, 509, 732, 510]
district-heading: CANTERBURY DISTRICT — [16, 346, 133, 357]
section-heading: DIED OF SICKNESS. — [26, 151, 123, 162]
article-headline: AUSTRALIA'S MAN-POWER EFFORT — [759, 1360, 908, 1383]
district-heading: WELLINGTON DISTRICT. — [15, 538, 134, 549]
regiment-heading: CANTERBURY INFANTRY BRIGADE. — [24, 164, 125, 185]
column-ocean-mysteries — [744, 42, 924, 1795]
status-heading: SEVERE CASES. — [36, 699, 113, 710]
divider — [749, 405, 918, 408]
regiment-heading: OTAGO INFANTRY REGIMENT. — [31, 453, 118, 474]
status-heading: SEVERE CASES. — [36, 1327, 113, 1338]
article-paragraph: St. John's (Newfoundland), Feb. 25. Further particulars show that the Red Cross liner Florizel, bound to Halifax, struck on the rocks north of Cape Race, in a blinding snowstorm. She carried 77 passengers and 69 of a crew, including a number of officers and soldiers. Lifeboats rescued 44 after a night on the wreck. Numbers of bodies have been washed ashore, separated from the wreck by breakers.—Aus.-N.Z. Cable Assn. — [627, 1569, 738, 1758]
received-line: (Rec. February 27, 0.25 a.m.) — [324, 1402, 445, 1412]
lead-paragraph: The statements by Lenin and Trotsky in to-day's dispatches afford further evidence of the completeness of the Bolshevik collapse. The German terms are accepted. The Bolsheviks recognise that for the present they are powerless to oppose them. Germans have occupied Reval. The admission which they ask for will suspend further operations in the meantime. The peace delegates are reassembling at Brest Litovsk. Count von Hertling, the German Chancellor, is reported in a United Service message from London to have stated in the Reichstag that he was opposed to a general peace that could be discussed on the basis of President Wilson's principles, if the Entente Powers accepted. There is still no further development in the West. Artillery duels and raids continue. The Americans have signalised their first independent raid by capturing prisoners. The German Press, evidently under instruction, has begun a publicity campaign for the purpose of heartening up the German people. — [275, 399, 494, 620]
received-line: (Rec. February 26, 7.40 p.m.) — [561, 254, 682, 264]
patient-list: Allen, R. E., 22,021, Grey Lynn. Ashton, F., 12,456, Remuera. Bell, W., 23,034, Onehunga. Brown, H., 12,509, Te Awamutu. Carr, W. M., 11,060, Ponsonby. Cook, G., 18,000, Auckland. Davis, R., 24,016, Tauranga. Evans, P. J., 22,117, Papakura. — [15, 1576, 134, 1660]
article-paragraph: Petrograd, February 25. The Bolsheviki have captured Bostoff, after street fighting. When the Germans entered Wolmar the Red Guards resisted, and then fled, and were apparently shot down. The latest news from Finland shows that the White Guards are winning everywhere. The Red Guards are quarrelling, brawling, and plundering. The Red Guards massacred five thousand of the White Guards who had been taken refuge at the Pellinge Islands. They were mostly students.—"The Times." — [275, 1573, 494, 1678]
article-paragraph: (4) That all well-defined national aspirations shall be accorded the utmost satisfaction that can be accorded them without introducing new or perpetuating old elements of discord and antagonism that would be likely in time to break the peace of Europe, and consequently of the world. — [929, 460, 1099, 544]
patient-list: Gibson, P., 28,120, Wellington. — [15, 625, 130, 635]
article-paragraph: London, February 26. A German official report states: "We occupied Reval after a battle, and also Pleskau, southward of Lake Peipus."—Aus.-N.Z. Cable Assn. — [275, 1341, 494, 1384]
received-line: (Rec. February 26, 10.20 p.m.) — [951, 1215, 1077, 1225]
casualty-entry: Moody, F. B. C. (F. B. Moody, Kihi Kihi), Feb. 23. — [15, 186, 134, 206]
article-paragraph: Ottawa, February 25. As a result of the soldiers' vote at home and overseas, the Government majority has been increased to sixty. The state of parties is—Unionists, 147; Opposition, 87.—Aus.-N.Z. Cable Assn. — [505, 1997, 616, 2092]
patient-list: Duncan, R., 28,584, Roslyn. Gilmour, Cpl. R., 40,500, Invercargill. Harrold, F. W., 8,012, Southland. M'Arthur, J., 8,034, Dunedin. Marshall, H. J., 28,613, Dunedin. Nicholls, J. C., 10,279, Milton. Pettit, W. G., 27,131, Waipiata. Robertson, T., 38,030, Winton. Roberts, S., 41,005, Dunedin. Shadbolt, C. N., 10,423, Gore. Shields, S., 33,010, Ranfurly. Skeoch, H., 10,080, St. Kilda. Spanka, C., 10,031, Owaka. Stuart, J. D., 40,033, Dunedin. Thompson, J. W., 24,251, Green Island. Vincent, J., 40,037, Dunedin. Walker, D. L. K., 40,044, Port Chalmers. — [145, 44, 264, 220]
article-headline: THE INTER-ALLIED SOCIALIST CONFERENCE — [763, 725, 904, 748]
received-line: (Rec. February 26, 7.40 p.m.) — [561, 819, 682, 828]
article-paragraph: Nothing had been spared to make the cathedral, adjoining the Palace of the Tsars, the most sumptuous in the world. The Ivan Veliki tower, 320 feet high, was the tallest structure in Moscow, and from its summit the whole of the city and the environing country could be seen. Its great bells were celebrated throughout Russia. The cathedral was built in 1479 on the site of an earlier church, and has been restored on many occasions. Its destruction is an irreparable loss not only to Russia but to the whole of the civilised world. — [145, 739, 264, 960]
divider — [935, 1297, 1093, 1298]
article-headline: "OUR POSITION IS HOPELESS" — [278, 633, 491, 649]
received-line: (Rec. February 27, 0.25 a.m.) — [561, 1438, 682, 1448]
divider — [281, 1308, 488, 1309]
status-heading: DANGEROUSLY ILL. — [26, 551, 123, 562]
received-line: (Rec. February 26, 7.40 p.m.) — [324, 1796, 445, 1806]
received-line: (Rec. February 26, 5.5 p.m.) — [564, 411, 679, 421]
article-paragraph: London, February 25. The Admiralty states: "In reference to a German official report stating that the German auxiliary cruiser Wolf had returned after a fifteen months' cruise, it is presumed that she sunk in the Indian Ocean and Pacific Ocean the following vessels, taking prisoners the crews:— — [749, 183, 918, 268]
article-paragraph: London, February 25. A French official communique states: "The artillery duel continues. It is liveliest in the region of Tahure, in Champagne, and on the eastern north and south of Bezonvaux. In Upper Alsace."—Aus.-N.Z. Cable Assn. — [505, 1304, 738, 1357]
article-subhead: BRITISH ADVANCING. — [507, 1547, 614, 1558]
article-paragraph: New York, February 25. A dispatch received in Berlin from Petrograd states that General Shlyapnikov has been appointed dictator of Russia and also commander of the armies, with orders to fight to the last.—Reuter. — [275, 1086, 494, 1139]
received-line: (Rec. February 26, 7.40 p.m.) — [324, 1728, 445, 1738]
received-line: (Rec. February 26, 7.40 p.m.) — [324, 978, 445, 988]
